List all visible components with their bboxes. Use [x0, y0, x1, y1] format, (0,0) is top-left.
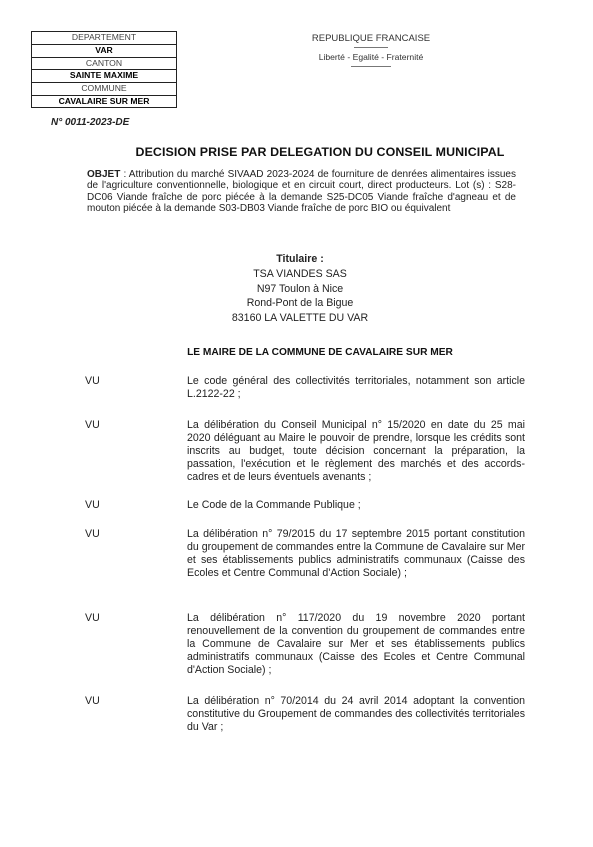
motto-divider: [351, 66, 391, 67]
republic-name: REPUBLIQUE FRANCAISE: [311, 33, 431, 44]
maire-heading: LE MAIRE DE LA COMMUNE DE CAVALAIRE SUR MER: [187, 347, 453, 358]
admin-value-departement: VAR: [32, 45, 176, 58]
titulaire-company: TSA VIANDES SAS: [253, 267, 347, 280]
titulaire-heading: Titulaire :: [276, 253, 324, 265]
vu-label: VU: [85, 419, 100, 431]
admin-label-departement: DEPARTEMENT: [32, 32, 176, 45]
vu-label: VU: [85, 499, 100, 511]
vu-label: VU: [85, 695, 100, 707]
titulaire-address-line: Rond-Pont de la Bigue: [246, 297, 354, 310]
titulaire-address-line: N97 Toulon à Nice: [256, 282, 344, 295]
admin-value-commune: CAVALAIRE SUR MER: [58, 95, 150, 106]
republic-divider: [354, 47, 388, 48]
vu-text: La délibération n° 117/2020 du 19 novembre 2020 portant renouvellement de la convention du groupement de commandes entre la Commune de Cavalaire sur Mer et ses établissements publics administratifs communaux (Caisse des Ecoles et Centre Communal d'Action Sociale) ;: [187, 612, 525, 677]
admin-value-canton: SAINTE MAXIME: [32, 70, 176, 83]
titulaire-postal-city: 83160 LA VALETTE DU VAR: [231, 312, 369, 325]
vu-text: La délibération du Conseil Municipal n° 15/2020 en date du 25 mai 2020 déléguant au Maire le pouvoir de prendre, lorsque les crédits sont inscrits au budget, toute décision concernant la préparation, la passation, l'exécution et le règlement des marchés et des accords-cadres et de leurs éventuels avenants ;: [187, 419, 525, 484]
republic-motto: Liberté - Egalité - Fraternité: [318, 52, 424, 62]
page-title: DECISION PRISE PAR DELEGATION DU CONSEIL MUNICIPAL: [135, 145, 505, 159]
administrative-info-box: [31, 31, 177, 108]
vu-label: VU: [85, 375, 100, 387]
objet-text: : Attribution du marché SIVAAD 2023-2024 de fourniture de denrées alimentaires issues de l'agriculture conventionnelle, biologique et en circuit court, direct producteurs. Lot (s) : S28-DC06 Viande fraîche de porc piécée à la demande S25-DC05 Viande fraîche d'agneau et de mouton piécée à la demande S03-DB03 Viande fraîche de porc BIO ou équivalent: [87, 169, 516, 215]
admin-label-commune: COMMUNE: [32, 83, 176, 96]
vu-text: La délibération n° 70/2014 du 24 avril 2014 adoptant la convention constitutive du Groupement de commandes des collectivités territoriales du Var ;: [187, 695, 525, 734]
republic-header: [296, 33, 446, 67]
decision-reference-number: N° 0011-2023-DE: [51, 117, 130, 128]
titulaire-block: [200, 252, 400, 326]
vu-label: VU: [85, 612, 100, 624]
admin-label-canton: CANTON: [32, 58, 176, 71]
vu-label: VU: [85, 528, 100, 540]
vu-text: Le code général des collectivités territoriales, notamment son article L.2122-22 ;: [187, 375, 525, 401]
vu-text: Le Code de la Commande Publique ;: [187, 499, 361, 511]
vu-text: La délibération n° 79/2015 du 17 septembre 2015 portant constitution du groupement de commandes entre la Commune de Cavalaire sur Mer et ses établissements publics administratifs communaux (Caisse des Ecoles et Centre Communal d'Action Sociale) ;: [187, 528, 525, 580]
objet-paragraph: [87, 169, 516, 215]
objet-label: OBJET: [87, 169, 121, 180]
